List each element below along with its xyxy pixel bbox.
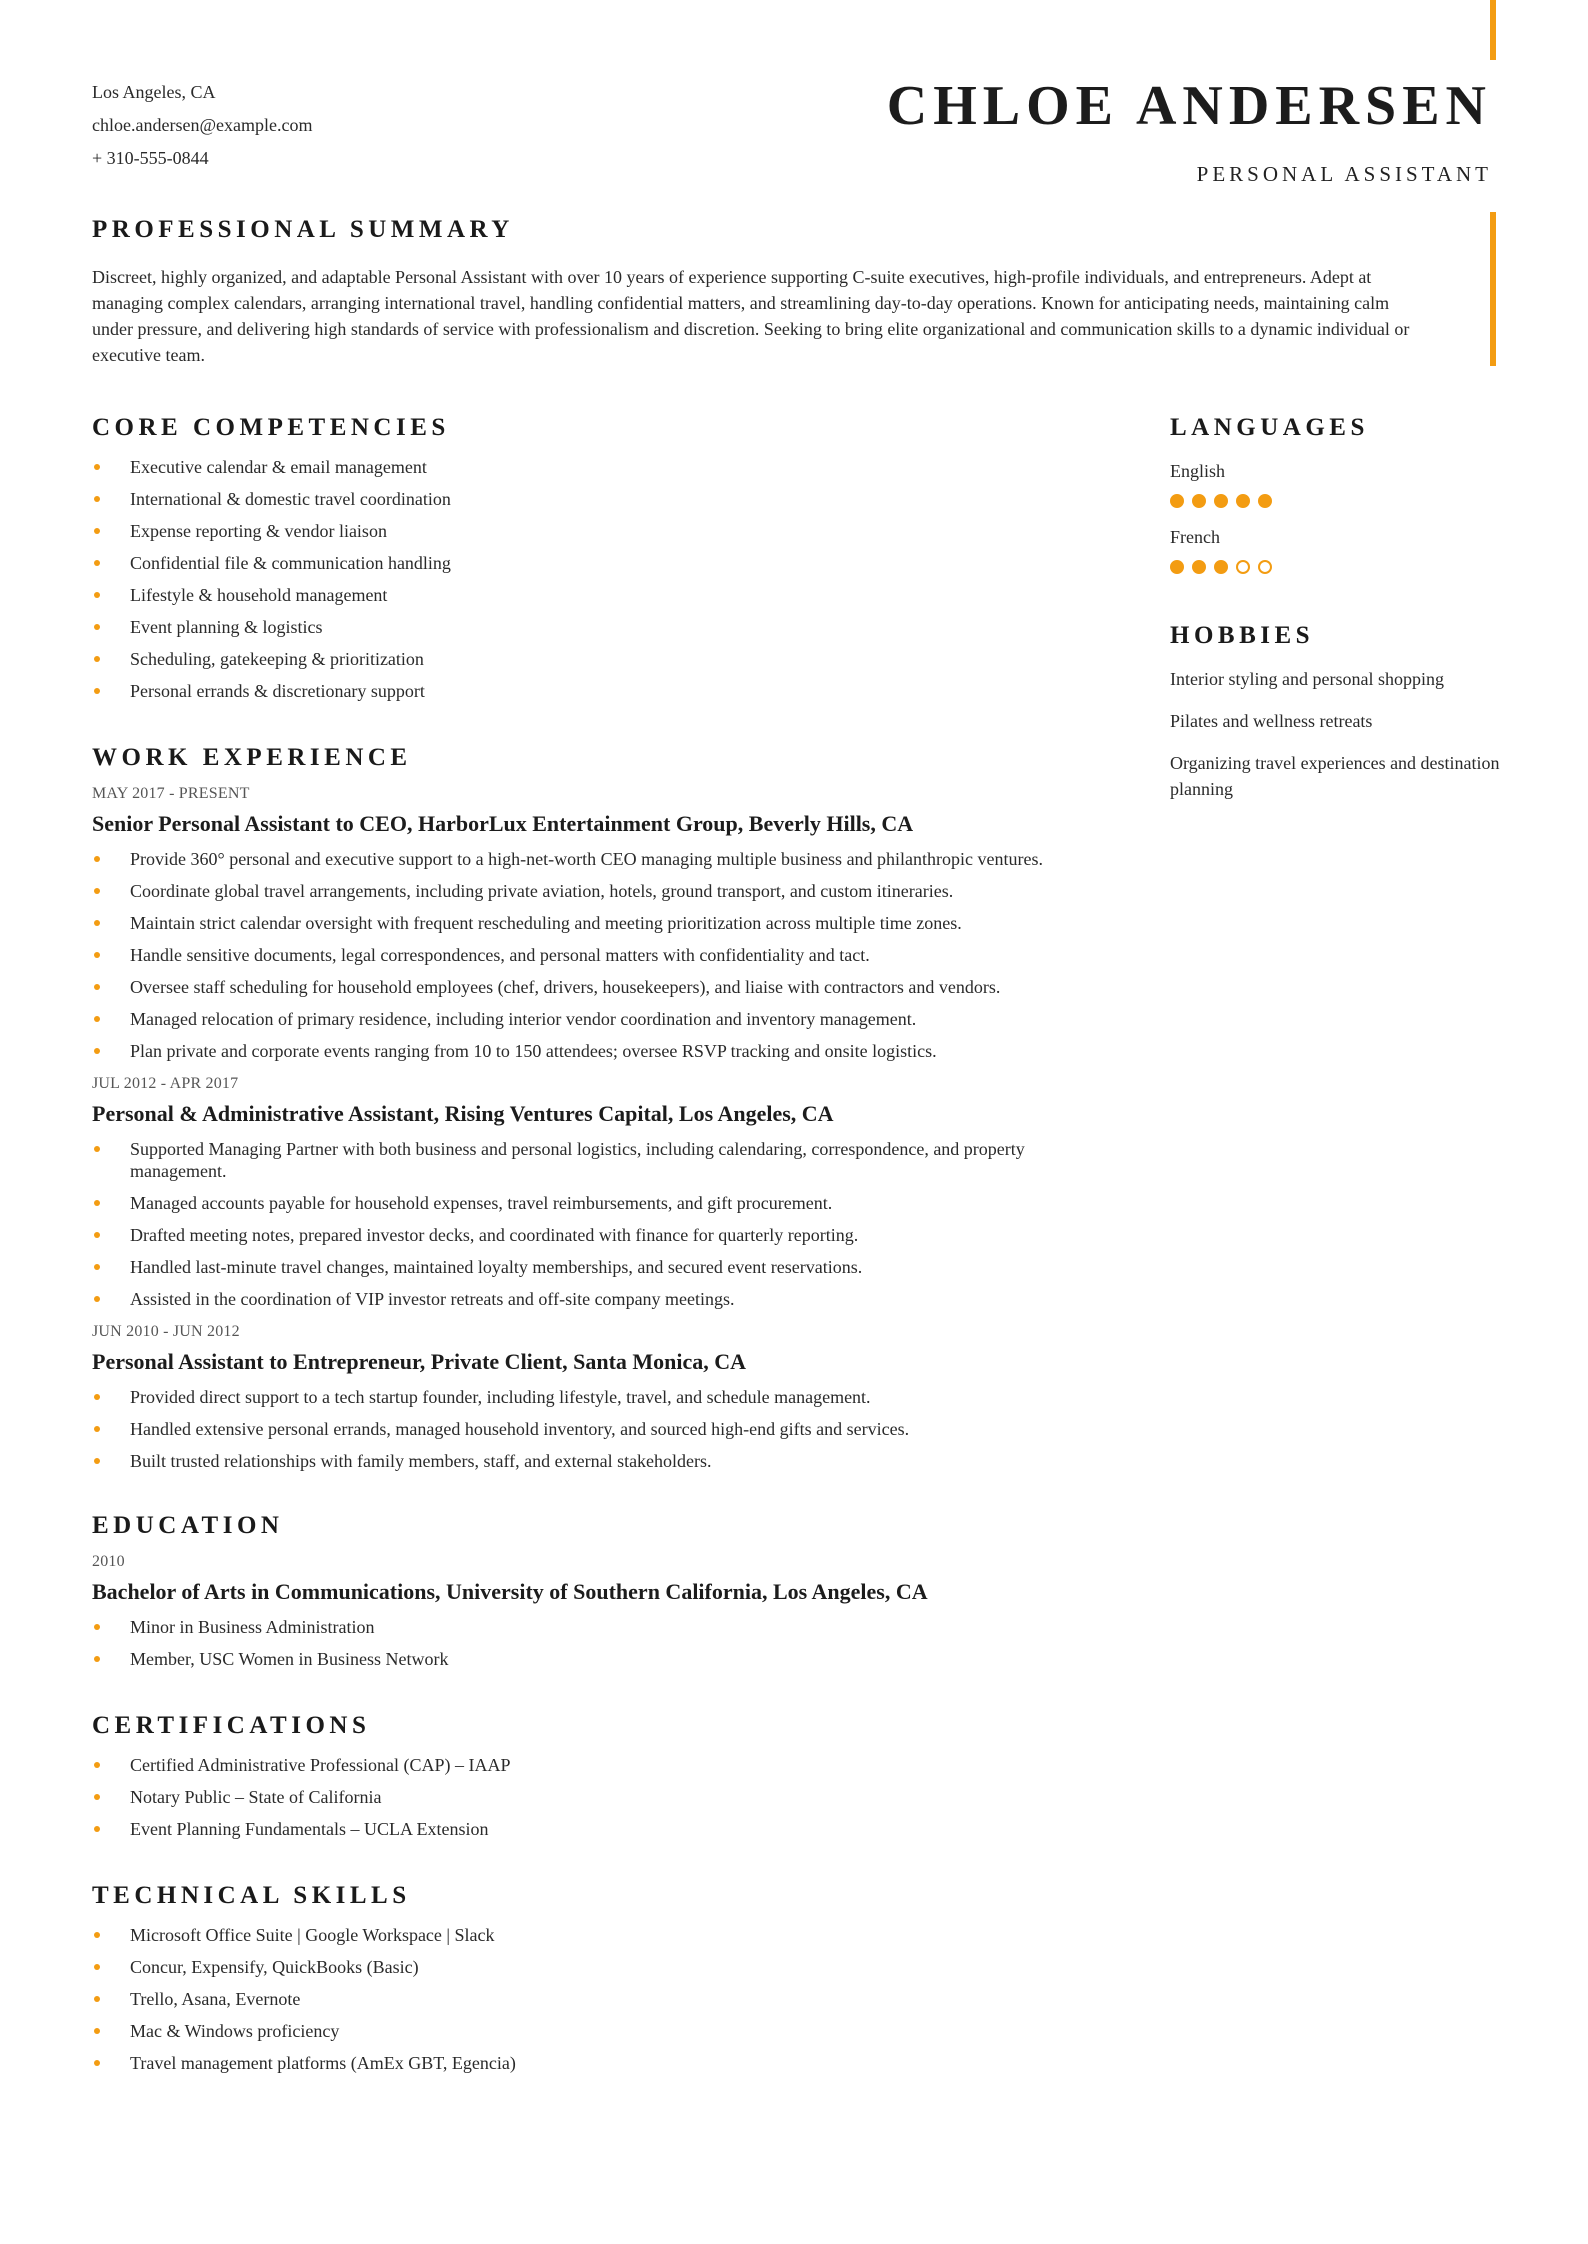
list-item-text: Assisted in the coordination of VIP investor retreats and off-site company meetings. (130, 1289, 735, 1309)
list-item-text: Handled last-minute travel changes, maintained loyalty memberships, and secured event reservations. (130, 1257, 863, 1277)
list-item (92, 1040, 1102, 1062)
list-item (92, 1224, 1102, 1246)
contact-info (92, 76, 312, 175)
language-item (1170, 526, 1500, 574)
accent-bar-top (1490, 0, 1496, 60)
bullet-icon (94, 1458, 100, 1464)
job-bullets (92, 1138, 1102, 1310)
filled-dot-icon (1214, 494, 1228, 508)
bullet-icon (94, 560, 100, 566)
list-item-text: Provide 360° personal and executive support to a high-net-worth CEO managing multiple business and philanthropic ventures. (130, 849, 1044, 869)
list-item (92, 520, 1102, 542)
job-date: MAY 2017 - PRESENT (92, 785, 250, 802)
list-item (92, 1418, 1102, 1440)
bullet-icon (94, 1932, 100, 1938)
list-item (92, 1786, 1102, 1808)
education-date: 2010 (92, 1553, 125, 1570)
list-item (92, 1450, 1102, 1472)
empty-dot-icon (1236, 560, 1250, 574)
list-item-text: Coordinate global travel arrangements, including private aviation, hotels, ground transport, and custom itineraries. (130, 881, 954, 901)
technical-skills-section (92, 1882, 1102, 2074)
experience-section (92, 744, 1102, 1472)
list-item (92, 848, 1102, 870)
language-level-rating (1170, 494, 1500, 508)
job-entry (92, 1074, 1102, 1310)
list-item-text: Expense reporting & vendor liaison (130, 521, 387, 541)
list-item-text: Managed relocation of primary residence, including interior vendor coordination and inventory management. (130, 1009, 917, 1029)
filled-dot-icon (1214, 560, 1228, 574)
bullet-icon (94, 952, 100, 958)
list-item-text: Drafted meeting notes, prepared investor decks, and coordinated with finance for quarterly reporting. (130, 1225, 859, 1245)
bullet-icon (94, 1624, 100, 1630)
bullet-icon (94, 496, 100, 502)
list-item (92, 1818, 1102, 1840)
list-item-text: Plan private and corporate events ranging from 10 to 150 attendees; oversee RSVP tracking and onsite logistics. (130, 1041, 937, 1061)
list-item (92, 584, 1102, 606)
filled-dot-icon (1236, 494, 1250, 508)
list-item-text: Oversee staff scheduling for household employees (chef, drivers, housekeepers), and liaise with contractors and vendors. (130, 977, 1001, 997)
education-degree: Bachelor of Arts in Communications, University of Southern California, Los Angeles, CA (92, 1579, 928, 1604)
list-item (92, 1138, 1102, 1182)
list-item-text: Built trusted relationships with family members, staff, and external stakeholders. (130, 1451, 712, 1471)
list-item (92, 552, 1102, 574)
bullet-icon (94, 1426, 100, 1432)
list-item (92, 912, 1102, 934)
list-item (92, 880, 1102, 902)
list-item-text: Scheduling, gatekeeping & prioritization (130, 649, 424, 669)
list-item (92, 488, 1102, 510)
bullet-icon (94, 1964, 100, 1970)
list-item-text: Confidential file & communication handling (130, 553, 451, 573)
competencies-list (92, 456, 1102, 702)
list-item-text: Provided direct support to a tech startup founder, including lifestyle, travel, and schedule management. (130, 1387, 871, 1407)
job-entry (92, 1322, 1102, 1472)
bullet-icon (94, 920, 100, 926)
list-item (92, 1754, 1102, 1776)
contact-location: Los Angeles, CA (92, 82, 216, 102)
education-entry (92, 1552, 1102, 1670)
list-item (92, 944, 1102, 966)
list-item (92, 1988, 1102, 2010)
job-bullets (92, 1386, 1102, 1472)
list-item (92, 456, 1102, 478)
bullet-icon (94, 984, 100, 990)
bullet-icon (94, 1146, 100, 1152)
bullet-icon (94, 1996, 100, 2002)
bullet-icon (94, 1762, 100, 1768)
list-item (92, 1192, 1102, 1214)
list-item-text: Maintain strict calendar oversight with frequent rescheduling and meeting prioritization across multiple time zones. (130, 913, 962, 933)
list-item-text: Certified Administrative Professional (CAP) – IAAP (130, 1755, 511, 1775)
bullet-icon (94, 528, 100, 534)
list-item (92, 1956, 1102, 1978)
section-heading: EDUCATION (92, 1512, 284, 1539)
bullet-icon (94, 656, 100, 662)
list-item-text: Executive calendar & email management (130, 457, 427, 477)
bullet-icon (94, 1394, 100, 1400)
list-item-text: Trello, Asana, Evernote (130, 1989, 301, 2009)
section-heading: HOBBIES (1170, 622, 1315, 649)
filled-dot-icon (1258, 494, 1272, 508)
hobbies-section (1170, 622, 1500, 802)
job-bullets (92, 848, 1102, 1062)
section-heading: PROFESSIONAL SUMMARY (92, 216, 514, 243)
list-item-text: Event planning & logistics (130, 617, 323, 637)
bullet-icon (94, 1264, 100, 1270)
language-name: French (1170, 527, 1220, 547)
list-item (92, 1648, 1102, 1670)
list-item-text: Event Planning Fundamentals – UCLA Extension (130, 1819, 489, 1839)
list-item-text: Minor in Business Administration (130, 1617, 375, 1637)
hobby-item: Interior styling and personal shopping (1170, 669, 1444, 689)
bullet-icon (94, 888, 100, 894)
empty-dot-icon (1258, 560, 1272, 574)
candidate-name: CHLOE ANDERSEN (886, 75, 1492, 137)
list-item-text: Microsoft Office Suite | Google Workspace | Slack (130, 1925, 495, 1945)
candidate-title: PERSONAL ASSISTANT (1196, 162, 1492, 186)
education-bullets (92, 1616, 1102, 1670)
language-name: English (1170, 461, 1226, 481)
list-item-text: Member, USC Women in Business Network (130, 1649, 449, 1669)
language-item (1170, 460, 1500, 508)
section-heading: LANGUAGES (1170, 414, 1369, 441)
bullet-icon (94, 1794, 100, 1800)
summary-section (92, 216, 1422, 368)
hobbies-list (1170, 666, 1500, 802)
list-item (92, 2052, 1102, 2074)
education-section (92, 1512, 1102, 1670)
competencies-section (92, 414, 1102, 702)
list-item-text: Notary Public – State of California (130, 1787, 382, 1807)
languages-list (1170, 460, 1500, 574)
list-item-text: Personal errands & discretionary support (130, 681, 425, 701)
list-item (92, 616, 1102, 638)
job-title: Personal Assistant to Entrepreneur, Private Client, Santa Monica, CA (92, 1349, 747, 1374)
section-heading: CERTIFICATIONS (92, 1712, 371, 1739)
side-column (1170, 414, 1500, 844)
list-item-text: Travel management platforms (AmEx GBT, Egencia) (130, 2053, 516, 2073)
list-item (92, 1386, 1102, 1408)
bullet-icon (94, 1232, 100, 1238)
filled-dot-icon (1170, 560, 1184, 574)
bullet-icon (94, 2060, 100, 2066)
hobby-item: Organizing travel experiences and destination planning (1170, 753, 1500, 799)
list-item-text: Lifestyle & household management (130, 585, 388, 605)
bullet-icon (94, 1826, 100, 1832)
section-heading: CORE COMPETENCIES (92, 414, 450, 441)
list-item (92, 648, 1102, 670)
certifications-list (92, 1754, 1102, 1840)
list-item-text: Handled extensive personal errands, managed household inventory, and sourced high-end gifts and services. (130, 1419, 910, 1439)
filled-dot-icon (1192, 560, 1206, 574)
accent-bar-summary (1490, 212, 1496, 366)
hobby-item: Pilates and wellness retreats (1170, 711, 1373, 731)
bullet-icon (94, 592, 100, 598)
list-item (92, 1008, 1102, 1030)
list-item (92, 1616, 1102, 1638)
bullet-icon (94, 1048, 100, 1054)
bullet-icon (94, 688, 100, 694)
bullet-icon (94, 464, 100, 470)
bullet-icon (94, 1656, 100, 1662)
list-item-text: Concur, Expensify, QuickBooks (Basic) (130, 1957, 419, 1977)
languages-section (1170, 414, 1500, 574)
list-item-text: Supported Managing Partner with both business and personal logistics, including calendaring, correspondence, and property management. (130, 1139, 1025, 1181)
job-entry (92, 784, 1102, 1062)
contact-phone[interactable]: + 310-555-0844 (92, 148, 209, 168)
list-item (92, 976, 1102, 998)
job-date: JUN 2010 - JUN 2012 (92, 1323, 240, 1340)
bullet-icon (94, 624, 100, 630)
certifications-section (92, 1712, 1102, 1840)
filled-dot-icon (1170, 494, 1184, 508)
contact-email[interactable]: chloe.andersen@example.com (92, 115, 313, 135)
list-item-text: Handle sensitive documents, legal correspondences, and personal matters with confidentiality and tact. (130, 945, 870, 965)
bullet-icon (94, 1016, 100, 1022)
job-title: Senior Personal Assistant to CEO, HarborLux Entertainment Group, Beverly Hills, CA (92, 811, 914, 836)
list-item (92, 1288, 1102, 1310)
jobs-list (92, 784, 1102, 1472)
list-item (92, 680, 1102, 702)
section-heading: TECHNICAL SKILLS (92, 1882, 411, 1909)
bullet-icon (94, 1296, 100, 1302)
list-item (92, 1924, 1102, 1946)
technical-skills-list (92, 1924, 1102, 2074)
filled-dot-icon (1192, 494, 1206, 508)
bullet-icon (94, 1200, 100, 1206)
language-level-rating (1170, 560, 1500, 574)
summary-text: Discreet, highly organized, and adaptable Personal Assistant with over 10 years of experience supporting C-suite executives, high-profile individuals, and entrepreneurs. Adept at managing complex calendars, arranging international travel, handling confidential matters, and streamlining day-to-day operations. Known for anticipating needs, maintaining calm under pressure, and delivering high standards of service with professionalism and discretion. Seeking to bring elite organizational and communication skills to a dynamic individual or executive team. (92, 267, 1410, 365)
job-title: Personal & Administrative Assistant, Rising Ventures Capital, Los Angeles, CA (92, 1101, 834, 1126)
main-column (92, 414, 1102, 2116)
section-heading: WORK EXPERIENCE (92, 744, 412, 771)
list-item-text: Mac & Windows proficiency (130, 2021, 340, 2041)
bullet-icon (94, 2028, 100, 2034)
list-item-text: International & domestic travel coordination (130, 489, 451, 509)
bullet-icon (94, 856, 100, 862)
list-item-text: Managed accounts payable for household expenses, travel reimbursements, and gift procurement. (130, 1193, 833, 1213)
job-date: JUL 2012 - APR 2017 (92, 1075, 239, 1092)
list-item (92, 2020, 1102, 2042)
list-item (92, 1256, 1102, 1278)
